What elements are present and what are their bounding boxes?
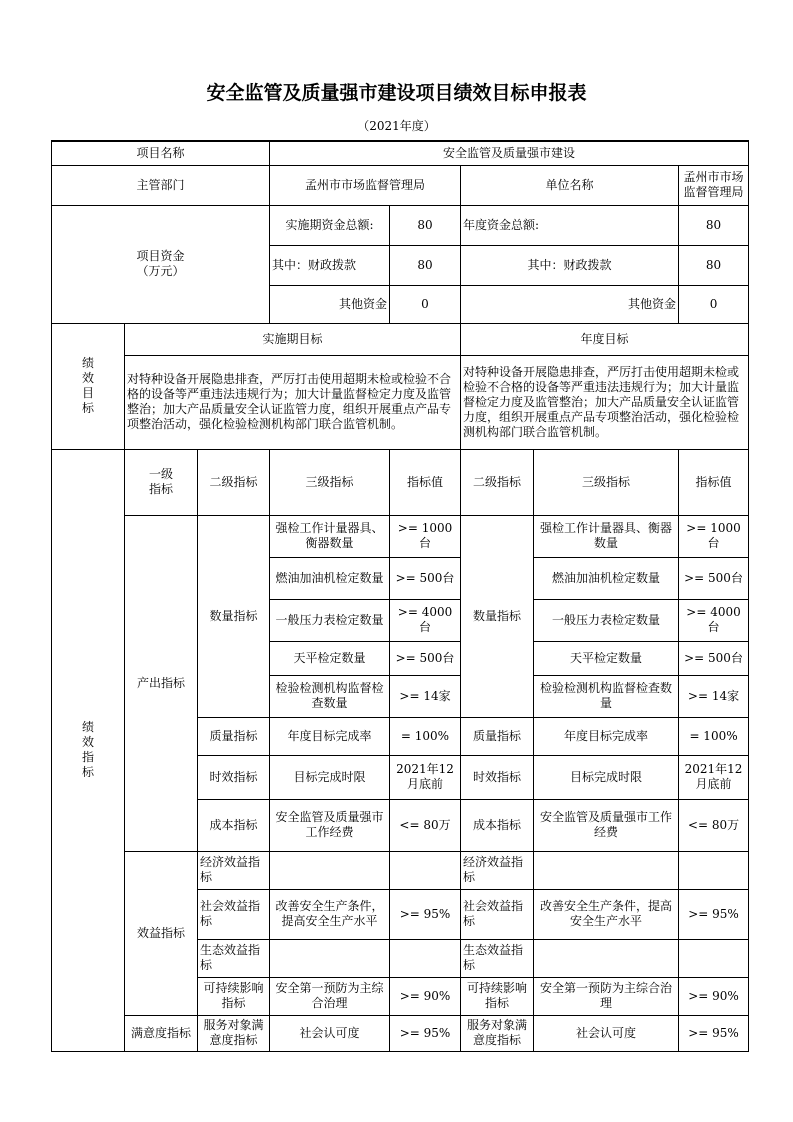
table-row: >= 1000台 xyxy=(679,515,749,557)
header-value-year: 指标值 xyxy=(679,449,749,515)
economic-indicator-impl: 经济效益指标 xyxy=(198,851,270,889)
header-level2-impl: 二级指标 xyxy=(198,449,270,515)
project-name-value: 安全监管及质量强市建设 xyxy=(270,141,749,165)
quantity-indicator-impl: 数量指标 xyxy=(198,515,270,717)
table-row: 改善安全生产条件，提高安全生产水平 xyxy=(534,889,679,939)
performance-table xyxy=(51,140,749,1052)
benefit-indicator: 效益指标 xyxy=(125,851,198,1015)
table-row: 目标完成时限 xyxy=(534,755,679,799)
table-row xyxy=(534,851,679,889)
table-row: 安全第一预防为主综合治理 xyxy=(270,977,390,1015)
table-row: <= 80万 xyxy=(390,799,461,851)
time-indicator-impl: 时效指标 xyxy=(198,755,270,799)
table-row: 燃油加油机检定数量 xyxy=(534,557,679,599)
table-row: 检验检测机构监督检查数量 xyxy=(270,675,390,717)
table-row: 2021年12月底前 xyxy=(390,755,461,799)
table-row: >= 14家 xyxy=(679,675,749,717)
fiscal-year-label: 其中：财政拨款 xyxy=(461,245,679,285)
header-level1: 一级指标 xyxy=(125,449,198,515)
table-row: 天平检定数量 xyxy=(270,641,390,675)
table-row: 天平检定数量 xyxy=(534,641,679,675)
year-label: （2021年度） xyxy=(357,119,436,133)
table-row: 安全监管及质量强市工作经费 xyxy=(270,799,390,851)
quality-indicator-year: 质量指标 xyxy=(461,717,534,755)
table-row xyxy=(390,939,461,977)
sustainable-indicator-impl: 可持续影响指标 xyxy=(198,977,270,1015)
year-goal-label: 年度目标 xyxy=(461,323,749,355)
table-row: 社会认可度 xyxy=(270,1015,390,1051)
unit-label: 单位名称 xyxy=(461,165,679,205)
dept-label: 主管部门 xyxy=(52,165,270,205)
output-indicator: 产出指标 xyxy=(125,515,198,851)
fiscal-impl-value: 80 xyxy=(390,245,461,285)
total-impl-value: 80 xyxy=(390,205,461,245)
service-indicator-year: 服务对象满意度指标 xyxy=(461,1015,534,1051)
table-row: 强检工作计量器具、衡器数量 xyxy=(534,515,679,557)
table-row: 社会认可度 xyxy=(534,1015,679,1051)
table-row: 安全监管及质量强市工作经费 xyxy=(534,799,679,851)
table-row: 年度目标完成率 xyxy=(534,717,679,755)
impl-goal-label: 实施期目标 xyxy=(125,323,461,355)
ecological-indicator-impl: 生态效益指标 xyxy=(198,939,270,977)
table-row: >= 95% xyxy=(390,1015,461,1051)
cost-indicator-year: 成本指标 xyxy=(461,799,534,851)
social-indicator-year: 社会效益指标 xyxy=(461,889,534,939)
table-row: >= 4000台 xyxy=(679,599,749,641)
table-row: 年度目标完成率 xyxy=(270,717,390,755)
table-row: >= 95% xyxy=(679,889,749,939)
table-row: >= 1000台 xyxy=(390,515,461,557)
fiscal-impl-label: 其中：财政拨款 xyxy=(270,245,390,285)
quality-indicator-impl: 质量指标 xyxy=(198,717,270,755)
table-row: 安全第一预防为主综合治理 xyxy=(534,977,679,1015)
table-row: >= 4000台 xyxy=(390,599,461,641)
table-row: 2021年12月底前 xyxy=(679,755,749,799)
ecological-indicator-year: 生态效益指标 xyxy=(461,939,534,977)
total-impl-label: 实施期资金总额: xyxy=(270,205,390,245)
table-row: >= 500台 xyxy=(390,557,461,599)
service-indicator-impl: 服务对象满意度指标 xyxy=(198,1015,270,1051)
economic-indicator-year: 经济效益指标 xyxy=(461,851,534,889)
goals-label: 绩效目标 xyxy=(52,323,125,449)
table-row: <= 80万 xyxy=(679,799,749,851)
table-row: >= 90% xyxy=(390,977,461,1015)
table-row: = 100% xyxy=(390,717,461,755)
table-row xyxy=(534,939,679,977)
table-row: 一般压力表检定数量 xyxy=(534,599,679,641)
fiscal-year-value: 80 xyxy=(679,245,749,285)
header-level2-year: 二级指标 xyxy=(461,449,534,515)
project-name-label: 项目名称 xyxy=(52,141,270,165)
header-value-impl: 指标值 xyxy=(390,449,461,515)
social-indicator-impl: 社会效益指标 xyxy=(198,889,270,939)
table-row: = 100% xyxy=(679,717,749,755)
impl-goal-text: 对特种设备开展隐患排查，严厉打击使用超期未检或检验不合格的设备等严重违法违规行为；加大计量监督检定力度及监管整治；加大产品质量安全认证监管力度，组织开展重点产品专项整治活动，强化检验检测机构部门联合监管机制。 xyxy=(125,355,461,449)
table-row: >= 95% xyxy=(390,889,461,939)
indicators-label: 绩效指标 xyxy=(52,449,125,1051)
table-row xyxy=(270,851,390,889)
total-year-value: 80 xyxy=(679,205,749,245)
header-level3-year: 三级指标 xyxy=(534,449,679,515)
fund-label: 项目资金 （万元） xyxy=(52,205,270,323)
sustainable-indicator-year: 可持续影响指标 xyxy=(461,977,534,1015)
table-row: 燃油加油机检定数量 xyxy=(270,557,390,599)
table-row: >= 500台 xyxy=(679,641,749,675)
year-goal-text: 对特种设备开展隐患排查，严厉打击使用超期未检或检验不合格的设备等严重违法违规行为；加大计量监督检定力度及监管整治；加大产品质量安全认证监管力度，组织开展重点产品专项整治活动，强化检验检测机构部门联合监管机制。 xyxy=(461,355,749,449)
satisfaction-indicator: 满意度指标 xyxy=(125,1015,198,1051)
page-title: 安全监管及质量强市建设项目绩效目标申报表 xyxy=(206,82,587,104)
table-row xyxy=(679,851,749,889)
table-row: >= 500台 xyxy=(679,557,749,599)
table-row: >= 14家 xyxy=(390,675,461,717)
table-row xyxy=(270,939,390,977)
unit-value: 孟州市市场监督管理局 xyxy=(679,165,749,205)
table-row: >= 95% xyxy=(679,1015,749,1051)
table-row: 强检工作计量器具、衡器数量 xyxy=(270,515,390,557)
total-year-label: 年度资金总额: xyxy=(461,205,679,245)
table-row: 检验检测机构监督检查数量 xyxy=(534,675,679,717)
header-level3-impl: 三级指标 xyxy=(270,449,390,515)
table-row: 改善安全生产条件，提高安全生产水平 xyxy=(270,889,390,939)
dept-value: 孟州市市场监督管理局 xyxy=(270,165,461,205)
time-indicator-year: 时效指标 xyxy=(461,755,534,799)
other-impl-value: 0 xyxy=(390,285,461,323)
table-row: 一般压力表检定数量 xyxy=(270,599,390,641)
table-row: >= 500台 xyxy=(390,641,461,675)
table-row xyxy=(390,851,461,889)
table-row: 目标完成时限 xyxy=(270,755,390,799)
other-year-label: 其他资金 xyxy=(461,285,679,323)
table-row: >= 90% xyxy=(679,977,749,1015)
other-year-value: 0 xyxy=(679,285,749,323)
cost-indicator-impl: 成本指标 xyxy=(198,799,270,851)
quantity-indicator-year: 数量指标 xyxy=(461,515,534,717)
table-row xyxy=(679,939,749,977)
other-impl-label: 其他资金 xyxy=(270,285,390,323)
